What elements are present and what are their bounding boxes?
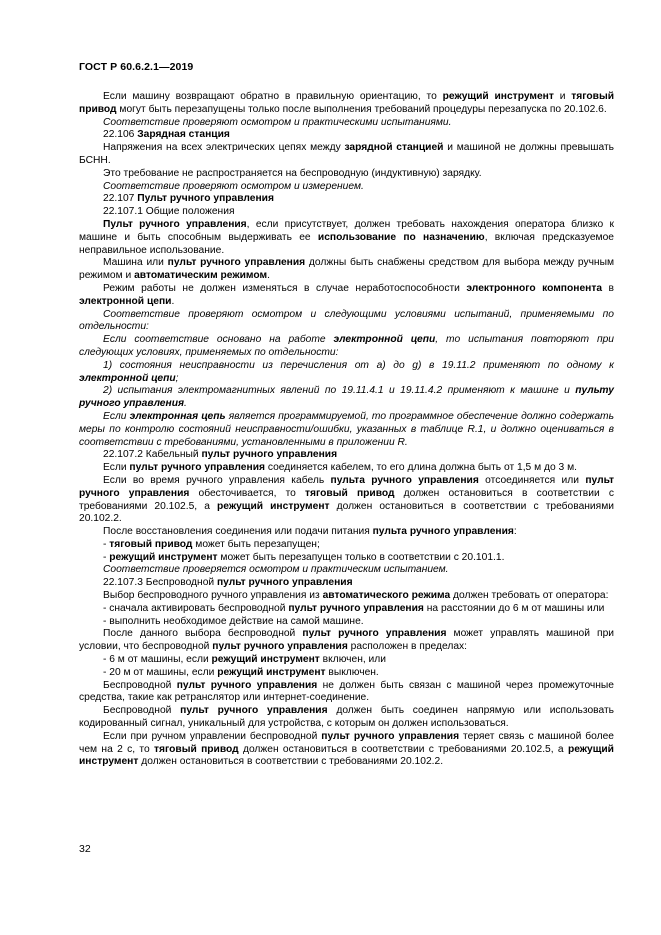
text-run: соединяется кабелем, то его длина должна быть от 1,5 м до 3 м. bbox=[264, 462, 577, 474]
text-run: должны быть снабжены средством для выбора между ручным режимом и bbox=[79, 257, 615, 282]
bold-term: Пульт ручного управления bbox=[137, 193, 274, 205]
text-run: может быть перезапущен; bbox=[192, 538, 320, 550]
bold-term: тяговый привод bbox=[79, 91, 615, 115]
bold-term: пульта ручного управления bbox=[330, 474, 479, 486]
document-body bbox=[79, 91, 614, 769]
paragraph bbox=[79, 283, 614, 309]
bold-term: Зарядная станция bbox=[137, 129, 230, 141]
bold-term: режущий инструмент bbox=[79, 743, 614, 768]
bold-term: пульта ручного управления bbox=[372, 526, 514, 538]
paragraph bbox=[79, 360, 614, 386]
paragraph bbox=[79, 168, 614, 181]
text-run: , то испытания повторяют при следующих условиях, применяемых по отдельности: bbox=[79, 334, 614, 358]
page-header-standard: ГОСТ Р 60.6.2.1—2019 bbox=[79, 61, 194, 73]
bold-term: пульт ручного управления bbox=[302, 628, 447, 640]
text-run: должен требовать от оператора: bbox=[450, 590, 609, 602]
bold-term: пульт ручного управления bbox=[79, 474, 615, 499]
text-run: Беспроводной bbox=[103, 679, 177, 691]
bold-term: электронной цепи bbox=[333, 334, 436, 346]
text-run: является программируемой, то программное обеспечение должно содержать меры по контролю состояний неисправности/ошибки, указанных в таблице R.1, и должно оцениваться в соответствии с требованиями, установленными в приложении R. bbox=[79, 410, 614, 448]
text-run: - сначала активировать беспроводной bbox=[103, 602, 289, 614]
paragraph bbox=[79, 309, 614, 335]
text-run: Если при ручном управлении беспроводной bbox=[103, 730, 322, 742]
bold-term: пульт ручного управления bbox=[129, 462, 265, 474]
text-run: 1) состояния неисправности из перечисления от a) до g) в 19.11.2 применяют по одному к bbox=[103, 359, 614, 371]
bold-term: режущий инструмент bbox=[211, 654, 320, 666]
paragraph bbox=[79, 526, 614, 539]
bold-term: пульт ручного управления bbox=[180, 705, 328, 717]
text-run: Машина или bbox=[103, 257, 168, 269]
bold-term: пульт ручного управления bbox=[321, 730, 460, 742]
text-run: может управлять машиной при условии, что беспроводной bbox=[79, 628, 614, 653]
text-run: 22.107 bbox=[103, 193, 138, 205]
paragraph bbox=[79, 475, 614, 526]
text-run: включен, или bbox=[319, 654, 386, 666]
text-run: Беспроводной bbox=[103, 705, 181, 717]
text-run: должен быть соединен напрямую или использовать кодированный сигнал, уникальный для устройства, с которым он должен использоваться. bbox=[79, 705, 615, 730]
bold-term: тяговый привод bbox=[109, 538, 193, 550]
bold-term: автоматического режима bbox=[322, 590, 451, 602]
text-run: Если bbox=[103, 462, 130, 474]
text-run: обесточивается, то bbox=[189, 487, 306, 499]
bold-term: режущий инструмент bbox=[442, 91, 554, 102]
text-run: должен остановиться в соответствии с требованиями 20.102.2. bbox=[79, 500, 614, 525]
text-run: может быть перезапущен только в соответствии с 20.101.1. bbox=[217, 551, 505, 563]
paragraph bbox=[79, 193, 614, 206]
text-run: в bbox=[602, 282, 615, 294]
text-run: 22.107.3 Беспроводной bbox=[103, 577, 217, 589]
text-run: - bbox=[103, 538, 110, 550]
text-run: Соответствие проверяют осмотром и следующими условиями испытаний, применяемыми по отдельности: bbox=[79, 308, 614, 333]
bold-term: пульт ручного управления bbox=[216, 577, 353, 589]
bold-term: пульт ручного управления bbox=[167, 257, 306, 269]
bold-term: пульт ручного управления bbox=[288, 602, 424, 614]
bold-term: режущий инструмент bbox=[217, 666, 326, 678]
text-run: : bbox=[513, 526, 517, 538]
bold-term: режущий инструмент bbox=[217, 500, 330, 512]
bold-term: электронной цепи bbox=[79, 295, 172, 307]
bold-term: зарядной станцией bbox=[344, 142, 444, 154]
bold-term: электронного компонента bbox=[466, 282, 603, 294]
bold-term: режущий инструмент bbox=[109, 551, 218, 563]
paragraph bbox=[79, 334, 614, 360]
bold-term: тяговый привод bbox=[154, 743, 239, 755]
text-run: - 20 м от машины, если bbox=[103, 666, 218, 678]
text-run: - выполнить необходимое действие на самой машине. bbox=[103, 615, 364, 627]
text-run: Выбор беспроводного ручного управления из bbox=[103, 590, 323, 602]
paragraph bbox=[79, 206, 614, 219]
bold-term: электронная цепь bbox=[129, 410, 226, 422]
bold-term: тяговый привод bbox=[305, 487, 395, 499]
text-run: , включая предсказуемое неправильное использование. bbox=[79, 231, 614, 256]
paragraph bbox=[79, 449, 614, 462]
text-run: 22.106 bbox=[103, 129, 138, 141]
bold-term: электронной цепи bbox=[79, 372, 176, 384]
paragraph bbox=[79, 142, 614, 168]
text-run: и машиной не должны превышать БСНН. bbox=[79, 142, 614, 166]
text-run: Если соответствие основано на работе bbox=[103, 334, 334, 346]
text-run: Если во время ручного управления кабель bbox=[103, 474, 331, 486]
paragraph bbox=[79, 731, 614, 769]
text-run: 2) испытания электромагнитных явлений по 19.11.4.1 и 19.11.4.2 применяют к машине и bbox=[103, 385, 576, 397]
text-run: - bbox=[103, 551, 110, 563]
bold-term: пульт ручного управления bbox=[176, 679, 318, 691]
text-run: выключен. bbox=[325, 666, 379, 678]
text-run: не должен быть связан с машиной через промежуточные средства, такие как ретранслятор или интернет-соединение. bbox=[79, 679, 615, 704]
text-run: должен остановиться в соответствии с требованиями 20.102.2. bbox=[138, 756, 444, 768]
text-run: , если присутствует, должен требовать нахождения оператора близко к машине и быть способным выдерживать ее bbox=[79, 218, 614, 243]
text-run: Напряжения на всех электрических цепях между bbox=[103, 142, 345, 154]
text-run: Если bbox=[103, 410, 130, 422]
bold-term: пульт ручного управления bbox=[212, 641, 348, 653]
bold-term: пульт ручного управления bbox=[201, 449, 338, 461]
text-run: 22.107.1 Общие положения bbox=[103, 206, 235, 218]
paragraph bbox=[79, 667, 614, 680]
text-run: должен остановиться в соответствии с требованиями 20.102.5, а bbox=[238, 743, 568, 755]
page-number: 32 bbox=[79, 843, 91, 855]
paragraph bbox=[79, 91, 614, 117]
text-run: ; bbox=[175, 372, 179, 384]
paragraph bbox=[79, 385, 614, 411]
text-run: . bbox=[184, 398, 187, 410]
paragraph bbox=[79, 462, 614, 475]
text-run: Соответствие проверяют осмотром и практическими испытаниями. bbox=[103, 116, 452, 128]
paragraph bbox=[79, 628, 614, 654]
text-run: . bbox=[267, 270, 270, 282]
paragraph bbox=[79, 680, 614, 706]
paragraph bbox=[79, 181, 614, 194]
text-run: должен остановиться в соответствии с требованиями 20.102.5, а bbox=[79, 487, 614, 512]
paragraph bbox=[79, 577, 614, 590]
text-run: Соответствие проверяют осмотром и измерением. bbox=[103, 180, 364, 192]
text-run: 22.107.2 Кабельный bbox=[103, 449, 202, 461]
bold-term: Пульт ручного управления bbox=[103, 218, 247, 230]
text-run: После данного выбора беспроводной bbox=[103, 628, 303, 640]
paragraph bbox=[79, 603, 614, 616]
text-run: на расстоянии до 6 м от машины или bbox=[423, 602, 605, 614]
paragraph bbox=[79, 654, 614, 667]
paragraph bbox=[79, 129, 614, 142]
paragraph bbox=[79, 219, 614, 257]
text-run: Режим работы не должен изменяться в случае неработоспособности bbox=[103, 282, 467, 294]
text-run: Это требование не распространяется на беспроводную (индуктивную) зарядку. bbox=[103, 167, 482, 179]
paragraph bbox=[79, 117, 614, 130]
paragraph bbox=[79, 616, 614, 629]
paragraph bbox=[79, 257, 614, 283]
bold-term: автоматическим режимом bbox=[134, 270, 268, 282]
text-run: могут быть перезапущены только после выполнения требований процедуры перезапуска по 20.102.6. bbox=[116, 103, 607, 115]
bold-term: использование по назначению bbox=[317, 231, 485, 243]
paragraph bbox=[79, 590, 614, 603]
text-run: . bbox=[171, 295, 175, 307]
paragraph bbox=[79, 564, 614, 577]
text-run: и bbox=[553, 91, 572, 102]
bold-term: пульту ручного управления bbox=[79, 385, 614, 410]
text-run: расположен в пределах: bbox=[347, 641, 467, 653]
paragraph bbox=[79, 411, 614, 449]
paragraph bbox=[79, 539, 614, 552]
text-run: - 6 м от машины, если bbox=[103, 654, 212, 666]
text-run: Если машину возвращают обратно в правильную ориентацию, то bbox=[103, 91, 443, 102]
paragraph bbox=[79, 552, 614, 565]
paragraph bbox=[79, 705, 614, 731]
text-run: теряет связь с машиной более чем на 2 с, то bbox=[79, 730, 614, 755]
text-run: Соответствие проверяется осмотром и практическим испытанием. bbox=[103, 564, 449, 576]
text-run: отсоединяется или bbox=[478, 474, 586, 486]
text-run: После восстановления соединения или подачи питания bbox=[103, 526, 373, 538]
